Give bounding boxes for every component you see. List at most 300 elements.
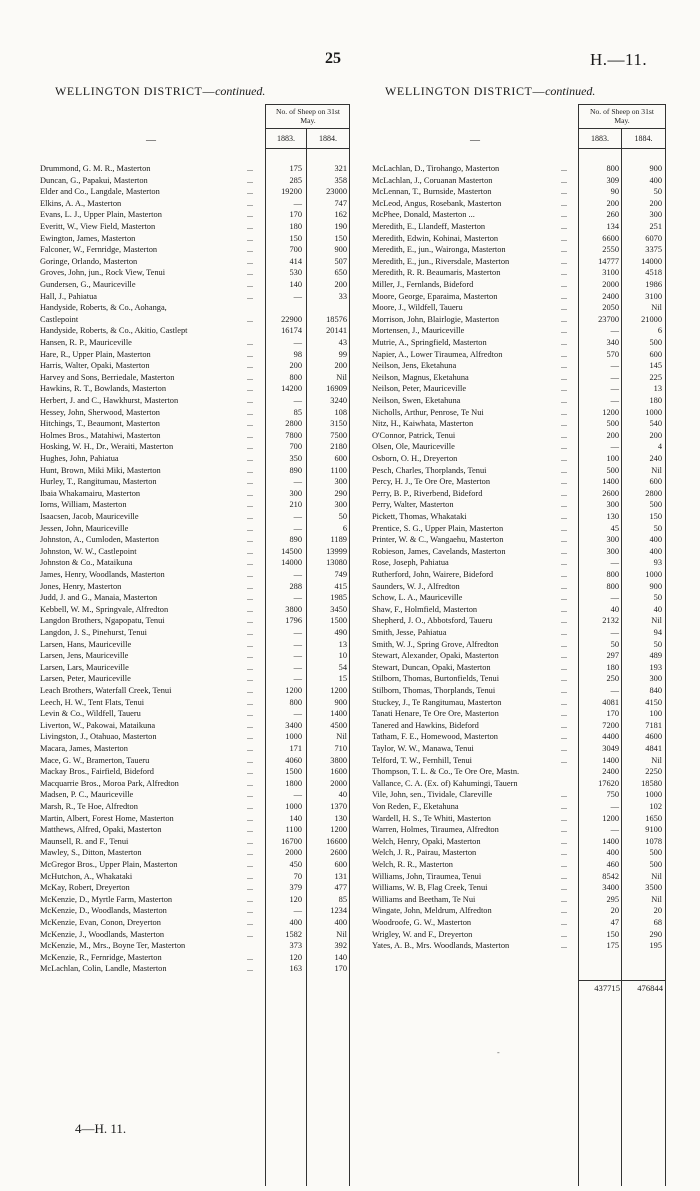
sheep-1884: 1234	[330, 906, 347, 916]
sheep-1883: —	[293, 709, 302, 719]
owner-name: Hawkins, R. T., Bowlands, Masterton	[40, 384, 167, 394]
sheep-1883: 22900	[281, 314, 302, 324]
sheep-1883: —	[293, 674, 302, 684]
owner-name: Handyside, Roberts, & Co., Aohanga,	[40, 303, 167, 313]
right-table-row	[372, 557, 667, 569]
right-table-row	[372, 766, 667, 778]
owner-name: Tanered and Hawkins, Bideford	[372, 720, 479, 730]
sheep-1883: 2400	[602, 767, 619, 777]
right-table-row	[372, 209, 667, 221]
leader-dots: ...	[247, 604, 253, 614]
sheep-1883: 23700	[598, 314, 619, 324]
sheep-1883: 800	[289, 697, 302, 707]
right-table-row	[372, 743, 667, 755]
leader-dots: ...	[561, 326, 567, 336]
leader-dots: ...	[247, 616, 253, 626]
sheep-1884: 650	[334, 268, 347, 278]
owner-name: Percy, H. J., Te Ore Ore, Masterton	[372, 477, 491, 487]
sheep-1884: 358	[334, 175, 347, 185]
right-table-row	[372, 418, 667, 430]
right-table-row	[372, 627, 667, 639]
sheep-1884: 400	[649, 546, 662, 556]
right-table-row	[372, 905, 667, 917]
sheep-1884: 131	[334, 871, 347, 881]
owner-name: Hurley, T., Rangitumau, Masterton	[40, 477, 157, 487]
sheep-1883: 1796	[285, 616, 302, 626]
left-table-row	[40, 963, 352, 975]
sheep-1883: 17620	[598, 778, 619, 788]
leader-dots: ...	[561, 175, 567, 185]
sheep-1884: 13080	[326, 558, 347, 568]
leader-dots: ...	[247, 361, 253, 371]
owner-name: Neilson, Peter, Mauriceville	[372, 384, 467, 394]
sheep-1884: 500	[649, 338, 662, 347]
owner-name: McLeod, Angus, Rosebank, Masterton	[372, 198, 502, 208]
leader-dots: ...	[247, 384, 253, 394]
owner-name: Hall, J., Pahiatua	[40, 291, 97, 301]
sheep-1884: 2600	[330, 848, 347, 858]
sheep-1884: 900	[649, 581, 662, 591]
left-table-row	[40, 917, 352, 929]
leader-dots: ...	[561, 303, 567, 313]
leader-dots: ...	[247, 813, 253, 823]
sheep-1884: 251	[649, 222, 662, 231]
leader-dots: ...	[247, 593, 253, 603]
sheep-1884: 300	[649, 210, 662, 220]
leader-dots: ...	[247, 372, 253, 382]
sheep-1884: 50	[653, 593, 662, 603]
sheep-1884: 23000	[326, 187, 347, 197]
sheep-1884: 18580	[641, 778, 662, 788]
leader-dots: ...	[561, 813, 567, 823]
right-table-row	[372, 581, 667, 593]
right-table-row	[372, 847, 667, 859]
left-table-row	[40, 349, 352, 361]
sheep-1883: 14777	[598, 256, 619, 266]
left-table-row	[40, 325, 352, 337]
owner-name: Meredith, Edwin, Kohinai, Masterton	[372, 233, 499, 243]
right-name-header: —	[470, 135, 480, 146]
left-table-row	[40, 407, 352, 419]
sheep-1884: 3800	[330, 755, 347, 765]
owner-name: Handyside, Roberts, & Co., Akitio, Castlept	[40, 326, 188, 336]
owner-name: Shaw, F., Holmfield, Masterton	[372, 604, 478, 614]
left-table-row	[40, 662, 352, 674]
sheep-1883: 171	[289, 744, 302, 753]
sheep-1883: —	[610, 361, 619, 371]
owner-name: Stuckey, J., Te Rangitumau, Masterton	[372, 697, 502, 707]
sheep-1884: 600	[334, 860, 347, 869]
right-table-row	[372, 523, 667, 535]
sheep-1884: 33	[338, 291, 347, 301]
right-table-row	[372, 592, 667, 604]
sheep-1884: 13	[653, 384, 662, 394]
sheep-1884: 16909	[326, 384, 347, 394]
sheep-1883: 297	[606, 651, 619, 661]
owner-name: McKenzie, D., Woodlands, Masterton	[40, 906, 167, 916]
sheep-1883: —	[293, 512, 302, 521]
right-table-row	[372, 325, 667, 337]
left-table-row	[40, 639, 352, 651]
sheep-1884: 50	[653, 187, 662, 197]
left-table-row	[40, 894, 352, 906]
leader-dots: ...	[561, 384, 567, 394]
sheep-1884: 1400	[330, 709, 347, 719]
sheep-1884: Nil	[651, 755, 662, 765]
sheep-1883: 100	[606, 454, 619, 463]
sheep-1883: 300	[289, 488, 302, 498]
leader-dots: ...	[561, 256, 567, 266]
sheep-1883: 750	[606, 790, 619, 800]
leader-dots: ...	[247, 767, 253, 777]
sheep-1883: 1400	[602, 836, 619, 846]
owner-name: Robieson, James, Cavelands, Masterton	[372, 546, 506, 556]
owner-name: Ewington, James, Masterton	[40, 233, 136, 243]
sheep-1884: 18576	[326, 314, 347, 324]
sheep-1884: 1370	[330, 802, 347, 811]
leader-dots: ...	[247, 512, 253, 521]
owner-name: Kebbell, W. M., Springvale, Alfredton	[40, 604, 169, 614]
owner-name: Prentice, S. G., Upper Plain, Masterton	[372, 523, 504, 533]
owner-name: Hughes, John, Pahiatua	[40, 454, 119, 463]
sheep-1884: 20	[653, 906, 662, 916]
leader-dots: ...	[247, 500, 253, 510]
sheep-1883: 4060	[285, 755, 302, 765]
leader-dots: ...	[561, 616, 567, 626]
sheep-1883: 20	[610, 906, 619, 916]
sheep-1884: 300	[334, 477, 347, 487]
sheep-1884: 4	[657, 442, 662, 452]
sheep-1884: 1189	[330, 535, 347, 545]
owner-name: James, Henry, Woodlands, Masterton	[40, 570, 165, 579]
sheep-1883: 16174	[281, 326, 302, 336]
sheep-1883: 2050	[602, 303, 619, 313]
sheep-1883: 3049	[602, 744, 619, 753]
right-table-row	[372, 778, 667, 790]
left-table-row	[40, 488, 352, 500]
left-table-row	[40, 708, 352, 720]
sheep-1884: 195	[649, 941, 662, 951]
owner-name: Gundersen, G., Mauriceville	[40, 280, 136, 289]
sheep-1883: —	[610, 593, 619, 603]
sheep-1884: 140	[334, 952, 347, 962]
leader-dots: ...	[561, 790, 567, 800]
sheep-1883: 2550	[602, 245, 619, 255]
sheep-1884: 3450	[330, 604, 347, 614]
leader-dots: ...	[561, 396, 567, 405]
owner-name: McLachlan, D., Tirohango, Masterton	[372, 164, 500, 173]
right-table-row	[372, 534, 667, 546]
sheep-1883: 7200	[602, 720, 619, 730]
leader-dots: ...	[561, 454, 567, 463]
sheep-1884: 4600	[645, 732, 662, 742]
left-table-row	[40, 882, 352, 894]
leader-dots: ...	[561, 918, 567, 927]
right-title-text: WELLINGTON DISTRICT—	[385, 84, 546, 98]
left-table-row	[40, 592, 352, 604]
left-table-row	[40, 499, 352, 511]
page-number: 25	[325, 50, 341, 67]
leader-dots: ...	[247, 860, 253, 869]
sheep-1883: 16700	[281, 836, 302, 846]
sheep-1884: 4841	[645, 744, 662, 753]
right-table-row	[372, 441, 667, 453]
owner-name: Maunsell, R. and F., Tenui	[40, 836, 129, 846]
leader-dots: ...	[247, 338, 253, 347]
owner-name: Everitt, W., View Field, Masterton	[40, 222, 156, 231]
sheep-1883: 379	[289, 883, 302, 893]
owner-name: McGregor Bros., Upper Plain, Masterton	[40, 860, 178, 869]
owner-name: Madsen, P. C., Mauriceville	[40, 790, 134, 800]
leader-dots: ...	[247, 570, 253, 579]
leader-dots: ...	[247, 535, 253, 545]
sheep-1884: 507	[334, 256, 347, 266]
right-table-row	[372, 465, 667, 477]
owner-name: Taylor, W. W., Manawa, Tenui	[372, 744, 474, 753]
leader-dots: ...	[247, 755, 253, 765]
left-table-row	[40, 952, 352, 964]
sheep-1883: 288	[289, 581, 302, 591]
sheep-1883: 50	[610, 639, 619, 649]
owner-name: Hare, R., Upper Plain, Masterton	[40, 349, 151, 359]
leader-dots: ...	[561, 871, 567, 881]
left-table-row	[40, 302, 352, 314]
owner-name: Morrison, John, Blairlogie, Masterton	[372, 314, 500, 324]
leader-dots: ...	[561, 372, 567, 382]
leader-dots: ...	[247, 465, 253, 475]
right-header-top-rule	[578, 104, 665, 105]
sheep-1883: 1100	[285, 825, 302, 835]
leader-dots: ...	[247, 210, 253, 220]
owner-name: Isaacsen, Jacob, Mauriceville	[40, 512, 139, 521]
leader-dots: ...	[247, 349, 253, 359]
owner-name: Osborn, O. H., Dreyerton	[372, 454, 458, 463]
sheep-1884: 54	[338, 662, 347, 672]
owner-name: Smith, W. J., Spring Grove, Alfredton	[372, 639, 499, 649]
sheep-1884: 43	[338, 338, 347, 347]
left-table-row	[40, 801, 352, 813]
owner-name: Stilborn, Thomas, Thorplands, Tenui	[372, 686, 496, 695]
sheep-1884: 4150	[645, 697, 662, 707]
left-table-row	[40, 523, 352, 535]
sheep-1883: 175	[289, 164, 302, 173]
owner-name: Mace, G. W., Bramerton, Taueru	[40, 755, 150, 765]
sheep-1884: 7500	[330, 430, 347, 440]
left-table-row	[40, 186, 352, 198]
sheep-1883: 210	[289, 500, 302, 510]
leader-dots: ...	[247, 198, 253, 208]
left-table-row	[40, 720, 352, 732]
sheep-1883: 7800	[285, 430, 302, 440]
right-table-row	[372, 291, 667, 303]
right-table-row	[372, 383, 667, 395]
sheep-1884: 321	[334, 164, 347, 173]
sheep-1884: 190	[334, 222, 347, 231]
right-table-row	[372, 871, 667, 883]
right-table-row	[372, 929, 667, 941]
sheep-1883: —	[610, 326, 619, 336]
owner-name: Nitz, H., Kaiwhata, Masterton	[372, 419, 474, 429]
leader-dots: ...	[247, 778, 253, 788]
sheep-1884: 392	[334, 941, 347, 951]
sheep-1883: 163	[289, 964, 302, 974]
left-table-row	[40, 511, 352, 523]
owner-name: Nicholls, Arthur, Penrose, Te Nui	[372, 407, 484, 417]
sheep-1884: 14000	[641, 256, 662, 266]
left-title-continued: continued.	[215, 84, 266, 98]
left-year-1883: 1883.	[277, 134, 295, 143]
sheep-1883: 250	[606, 674, 619, 684]
owner-name: Williams, W. B, Flag Creek, Tenui	[372, 883, 488, 893]
sheep-1884: 710	[334, 744, 347, 753]
left-title-text: WELLINGTON DISTRICT—	[55, 84, 216, 98]
leader-dots: ...	[561, 802, 567, 811]
sheep-1883: 2000	[285, 848, 302, 858]
sheep-1884: 490	[334, 628, 347, 637]
sheep-1884: 300	[649, 674, 662, 684]
owner-name: Miller, J., Fernlands, Bideford	[372, 280, 474, 289]
sheep-1884: 145	[649, 361, 662, 371]
leader-dots: ...	[561, 720, 567, 730]
sheep-1883: 1000	[285, 732, 302, 742]
sheep-1883: —	[610, 442, 619, 452]
owner-name: McKenzie, D., Myrtle Farm, Masterton	[40, 894, 173, 904]
leader-dots: ...	[247, 164, 253, 173]
right-table-row	[372, 244, 667, 256]
sheep-1883: —	[293, 570, 302, 579]
sheep-1884: 102	[649, 802, 662, 811]
leader-dots: ...	[561, 894, 567, 904]
leader-dots: ...	[247, 245, 253, 255]
leader-dots: ...	[247, 175, 253, 185]
left-table-row	[40, 383, 352, 395]
sheep-1884: 40	[653, 604, 662, 614]
sheep-1884: 747	[334, 198, 347, 208]
leader-dots: ...	[247, 291, 253, 301]
left-table-row	[40, 673, 352, 685]
owner-name: Herbert, J. and C., Hawkhurst, Masterton	[40, 396, 179, 405]
leader-dots: ...	[247, 256, 253, 266]
owner-name: Larsen, Jens, Mauriceville	[40, 651, 129, 661]
leader-dots: ...	[247, 674, 253, 684]
sheep-1883: 200	[606, 198, 619, 208]
sheep-1883: 3800	[285, 604, 302, 614]
leader-dots: ...	[247, 233, 253, 243]
leader-dots: ...	[247, 871, 253, 881]
sheep-1883: 530	[289, 268, 302, 278]
owner-name: Saunders, W. J., Alfredton	[372, 581, 460, 591]
sheep-1884: 1500	[330, 616, 347, 626]
leader-dots: ...	[247, 894, 253, 904]
left-table-row	[40, 267, 352, 279]
owner-name: Wingate, John, Meldrum, Alfredton	[372, 906, 492, 916]
owner-name: Welch, J. R., Pairau, Masterton	[372, 848, 477, 858]
left-table-row	[40, 847, 352, 859]
owner-name: Von Reden, F., Eketahuna	[372, 802, 459, 811]
left-table-row	[40, 476, 352, 488]
sheep-1883: —	[293, 396, 302, 405]
sheep-1884: Nil	[651, 616, 662, 626]
leader-dots: ...	[561, 755, 567, 765]
left-table-row	[40, 209, 352, 221]
leader-dots: ...	[247, 187, 253, 197]
owner-name: Macara, James, Masterton	[40, 744, 128, 753]
left-table-row	[40, 395, 352, 407]
sheep-1883: 3400	[285, 720, 302, 730]
owner-name: Groves, John, jun., Rock View, Tenui	[40, 268, 166, 278]
sheep-1884: 4500	[330, 720, 347, 730]
sheep-1884: 3240	[330, 396, 347, 405]
sheep-1884: 108	[334, 407, 347, 417]
right-table-row	[372, 697, 667, 709]
right-table-row	[372, 917, 667, 929]
left-district-title	[55, 84, 265, 99]
sheep-1883: 700	[289, 245, 302, 255]
leader-dots: ...	[561, 361, 567, 371]
right-table-row	[372, 511, 667, 523]
sheep-1883: —	[293, 906, 302, 916]
left-table-row	[40, 581, 352, 593]
sheep-1884: 68	[653, 918, 662, 927]
left-table-row	[40, 824, 352, 836]
right-table-row	[372, 789, 667, 801]
owner-name: Wrigley, W. and F., Dreyerton	[372, 929, 473, 939]
owner-name: McHutchon, A., Whakataki	[40, 871, 133, 881]
owner-name: Drummond, G. M. R., Masterton	[40, 164, 151, 173]
leader-dots: ...	[561, 500, 567, 510]
sheep-1883: 175	[606, 941, 619, 951]
sheep-1884: 415	[334, 581, 347, 591]
sheep-1883: 200	[289, 361, 302, 371]
left-table-row	[40, 291, 352, 303]
sheep-1883: 134	[606, 222, 619, 231]
leader-dots: ...	[561, 233, 567, 243]
sheep-1884: 500	[649, 848, 662, 858]
right-table-row	[372, 650, 667, 662]
right-table-row	[372, 407, 667, 419]
left-table-row	[40, 337, 352, 349]
owner-name: Harvey and Sons, Berriedale, Masterton	[40, 372, 175, 382]
sheep-1883: 500	[606, 465, 619, 475]
sheep-1884: 477	[334, 883, 347, 893]
leader-dots: ...	[247, 639, 253, 649]
owner-name: Vile, John, sen., Tividale, Clareville	[372, 790, 493, 800]
sheep-1884: 400	[649, 535, 662, 545]
leader-dots: ...	[247, 929, 253, 939]
owner-name: Meredith, E., jun., Riversdale, Masterton	[372, 256, 510, 266]
sheep-1883: 570	[606, 349, 619, 359]
sheep-1883: 500	[606, 419, 619, 429]
sheep-1883: 130	[606, 512, 619, 521]
owner-name: Elder and Co., Langdale, Masterton	[40, 187, 160, 197]
sheep-1883: 285	[289, 175, 302, 185]
leader-dots: ...	[247, 906, 253, 916]
sheep-1883: 8542	[602, 871, 619, 881]
left-table-row	[40, 453, 352, 465]
sheep-1884: 7181	[645, 720, 662, 730]
owner-name: Johnston, A., Cumloden, Masterton	[40, 535, 159, 545]
leader-dots: ...	[247, 419, 253, 429]
sheep-1884: 94	[653, 628, 662, 637]
right-year-1884: 1884.	[634, 134, 653, 143]
sheep-1883: 70	[293, 871, 302, 881]
sheep-1883: 1200	[285, 686, 302, 695]
sheep-1883: —	[610, 558, 619, 568]
left-table-row	[40, 755, 352, 767]
sheep-1883: 450	[289, 860, 302, 869]
sheep-1883: 890	[289, 465, 302, 475]
sheep-1883: 120	[289, 894, 302, 904]
